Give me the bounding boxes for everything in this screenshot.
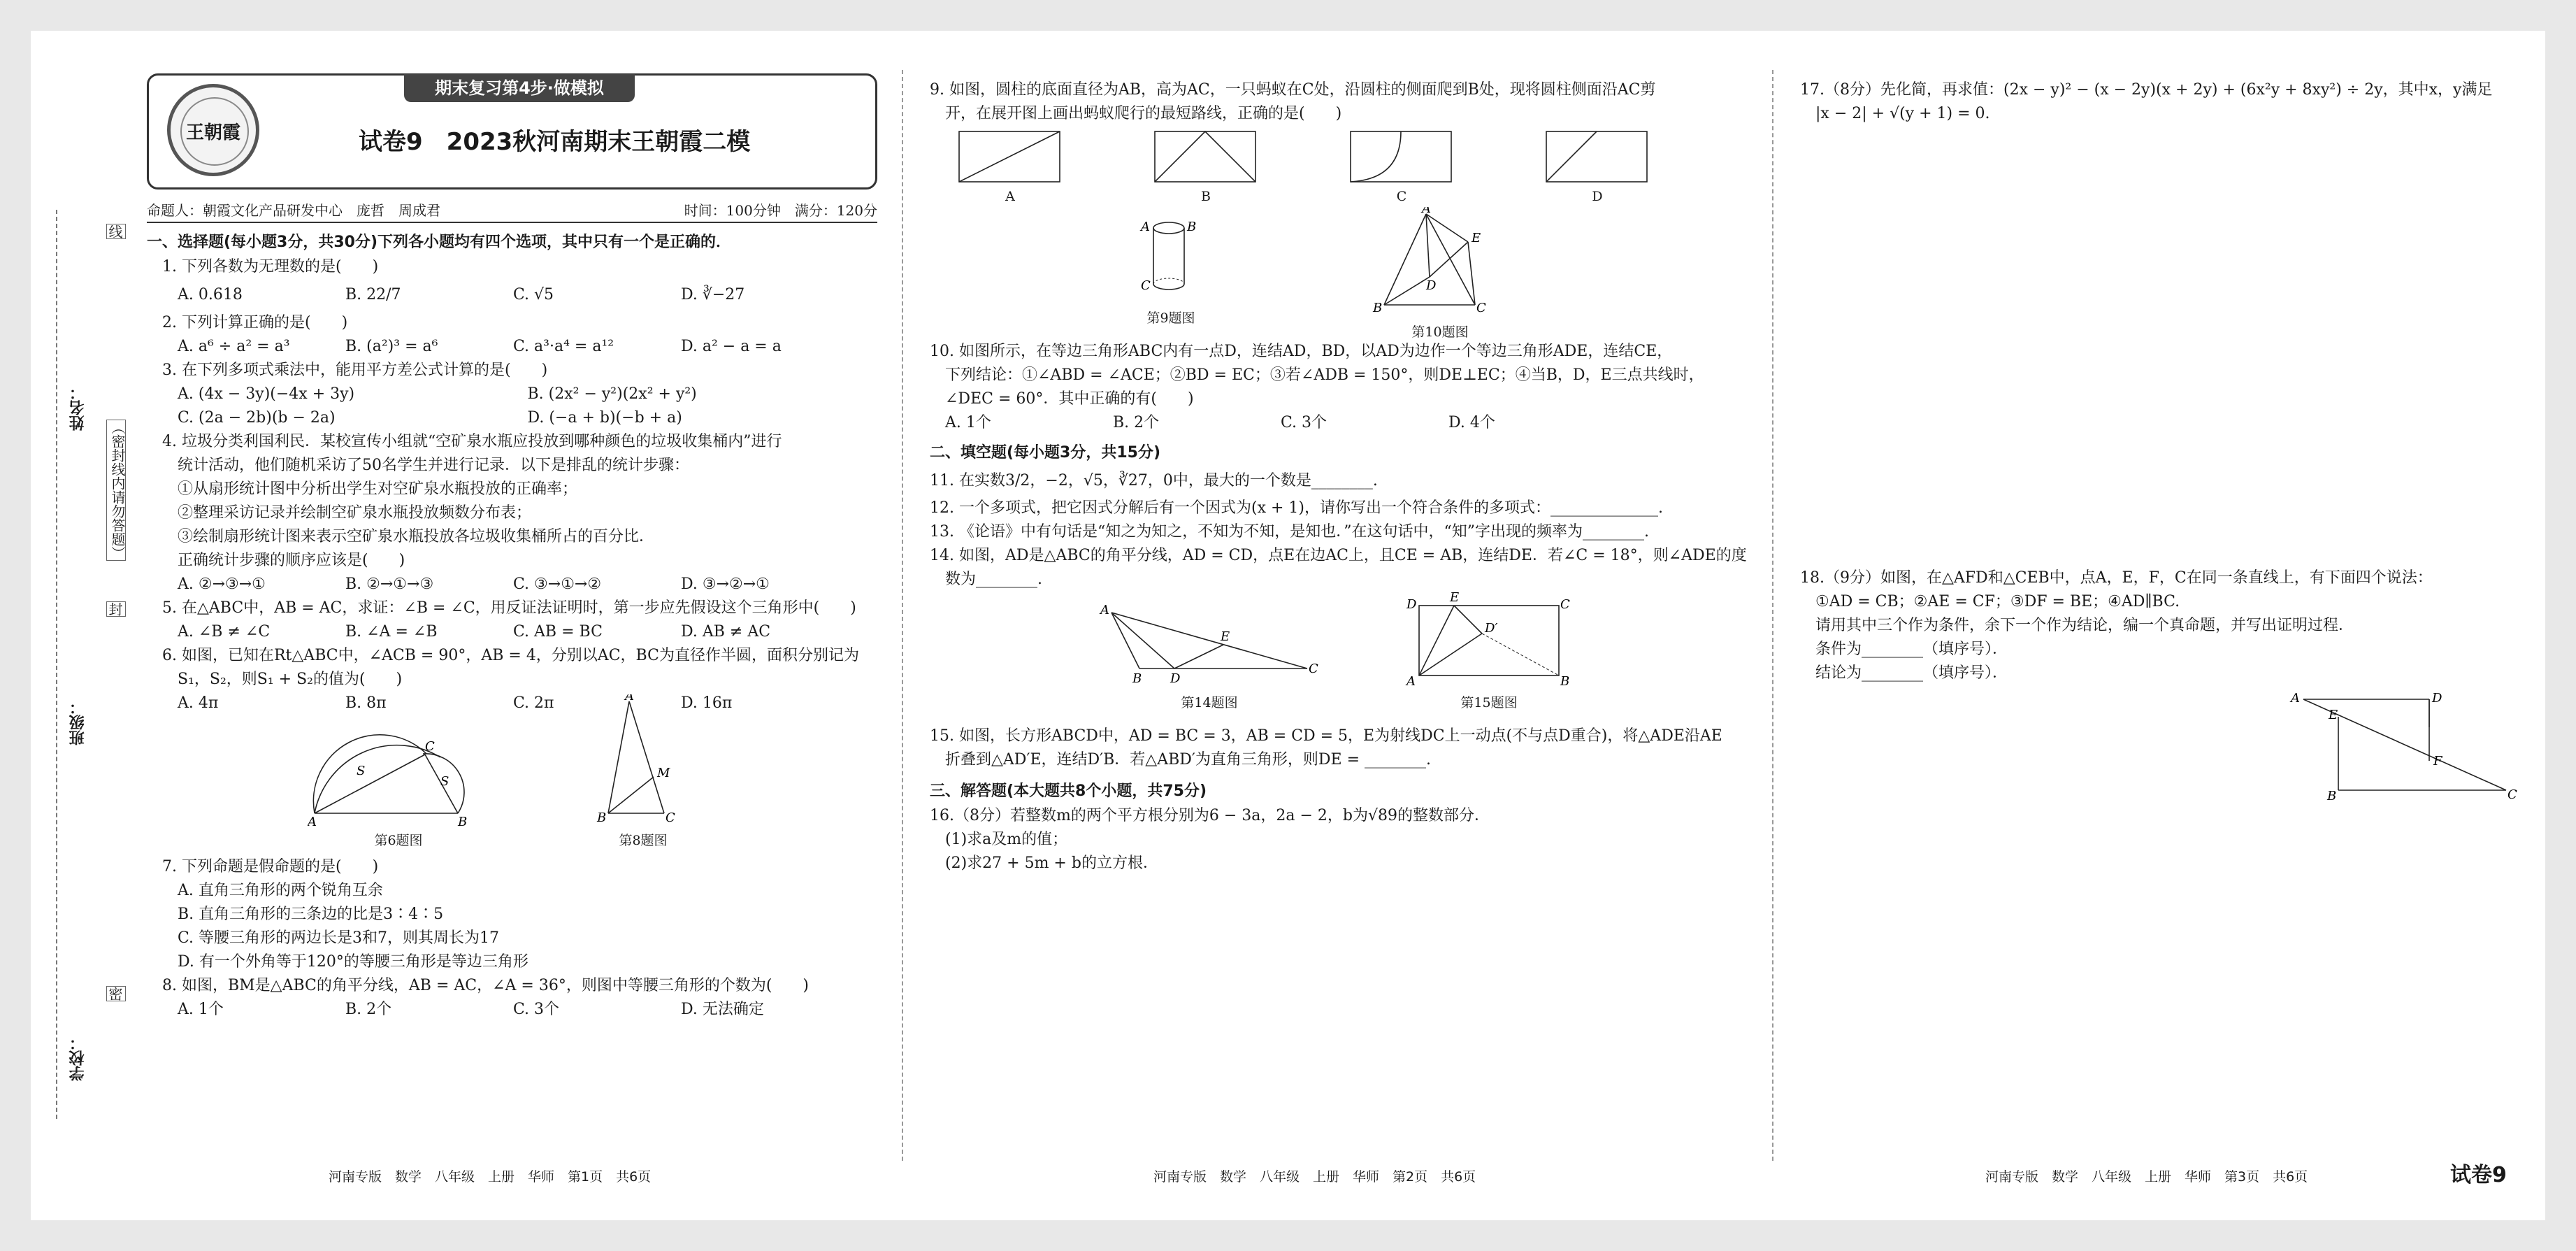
svg-text:C: C xyxy=(2507,787,2517,802)
figure-6 xyxy=(308,715,489,849)
figure-8-caption: 第8题图 xyxy=(619,833,668,848)
svg-text:B: B xyxy=(458,815,468,827)
svg-text:A: A xyxy=(308,815,317,827)
svg-text:C: C xyxy=(665,810,675,825)
figure-15-caption: 第15题图 xyxy=(1460,695,1518,710)
figure-14-drawing xyxy=(1098,599,1321,689)
figure-10-drawing xyxy=(1370,207,1510,319)
page-2-footer: 河南专版 数学 八年级 上册 华师 第2页 共6页 xyxy=(1153,1169,1476,1185)
svg-text:C: C xyxy=(1560,597,1570,612)
svg-text:A: A xyxy=(625,694,634,703)
brand-logo: 王朝霞 xyxy=(167,84,259,176)
figure-14-caption: 第14题图 xyxy=(1181,695,1238,710)
school-field-label: 学校： xyxy=(69,1035,87,1081)
q13: 13. 《论语》中有句话是“知之为知之，不知为不知，是知也．”在这句话中，“知”字出现的频率为________. xyxy=(930,523,1649,541)
section-1-title: 一、选择题(每小题3分，共30分)下列各小题均有四个选项，其中只有一个是正确的． xyxy=(147,234,732,251)
cylinder-drawing xyxy=(1139,214,1202,305)
q9-option-figures xyxy=(930,130,1748,207)
q7-stem: 7. 下列命题是假命题的是( ) xyxy=(162,858,379,875)
seal-mark-line: 线 xyxy=(106,224,126,239)
q10-line-2: 下列结论：①∠ABD = ∠ACE；②BD = EC；③若∠ADB = 150°，则DE⊥EC；④当B，D，E三点共线时， xyxy=(945,366,1704,384)
section-2-title: 二、填空题(每小题3分，共15分) xyxy=(930,444,1161,462)
column-divider-1 xyxy=(902,70,903,1161)
figure-14 xyxy=(1098,599,1321,711)
name-field-label: 姓名： xyxy=(69,385,87,431)
q7-option-c: C. 等腰三角形的两边长是3和7，则其周长为17 xyxy=(178,929,500,947)
q7-option-d: D. 有一个外角等于120°的等腰三角形是等边三角形 xyxy=(178,953,528,971)
figures-9-10 xyxy=(930,207,1748,340)
svg-text:D: D xyxy=(1406,597,1417,612)
svg-text:A: A xyxy=(2291,691,2300,706)
svg-text:E: E xyxy=(1221,629,1230,644)
figure-6-caption: 第6题图 xyxy=(374,833,423,848)
q4-options: A. ②→③→① B. ②→①→③ C. ③→①→② D. ③→②→① xyxy=(178,576,770,593)
q4-line-1: 4. 垃圾分类利国利民．某校宣传小组就“空矿泉水瓶应投放到哪种颜色的垃圾收集桶内”进行 xyxy=(162,433,782,450)
figure-10 xyxy=(1370,207,1510,341)
header-box xyxy=(147,73,877,190)
q9-option-d-figure: D xyxy=(1545,130,1650,204)
q4-line-3: ①从扇形统计图中分析出学生对空矿泉水瓶投放的正确率； xyxy=(178,480,578,498)
figure-15-drawing xyxy=(1405,592,1573,689)
q17-answer-space xyxy=(1800,126,2534,566)
svg-text:S: S xyxy=(357,764,366,778)
q11: 11. 在实数3/2，−2，√5，∛27，0中，最大的一个数是________. xyxy=(930,472,1378,489)
figure-10-caption: 第10题图 xyxy=(1411,324,1469,340)
svg-text:A: A xyxy=(1141,220,1150,234)
svg-text:D: D xyxy=(1426,278,1437,293)
q16-part-2: (2)求27 + 5m + b的立方根． xyxy=(945,855,1158,872)
paper-title: 试卷9 2023秋河南期末王朝霞二模 xyxy=(359,128,751,156)
svg-text:C: C xyxy=(1309,662,1318,676)
page-1-footer: 河南专版 数学 八年级 上册 华师 第1页 共6页 xyxy=(329,1169,652,1185)
q9-option-a-figure: A xyxy=(958,130,1063,204)
class-field-label: 班级： xyxy=(69,699,87,745)
svg-text:A: A xyxy=(1100,603,1109,617)
q7-option-a: A. 直角三角形的两个锐角互余 xyxy=(178,882,383,899)
svg-text:A: A xyxy=(1422,207,1431,216)
figure-9 xyxy=(1139,214,1202,327)
q4-line-6: 正确统计步骤的顺序应该是( ) xyxy=(178,552,405,569)
svg-text:C: C xyxy=(1141,278,1151,293)
svg-text:A: A xyxy=(1406,674,1416,689)
q18-line-5: 结论为________（填序号）． xyxy=(1815,664,2008,682)
svg-text:C: C xyxy=(425,739,435,754)
svg-text:B: B xyxy=(1132,671,1142,686)
seal-note: （密封线内请勿答题） xyxy=(106,420,126,561)
time-score: 时间：100分钟 满分：120分 xyxy=(684,202,877,219)
page-3-footer: 河南专版 数学 八年级 上册 华师 第3页 共6页 xyxy=(1985,1169,2308,1185)
q3-options-row1: A. (4x − 3y)(−4x + 3y) B. (2x² − y²)(2x² + y²) xyxy=(178,385,697,403)
q1-option-b: B. 22/7 xyxy=(345,286,401,303)
q6-line-1: 6. 如图，已知在Rt△ABC中，∠ACB = 90°，AB = 4，分别以AC，BC为直径作半圆，面积分别记为 xyxy=(162,647,859,664)
q6-options: A. 4π B. 8π C. 2π D. 16π xyxy=(178,694,733,712)
svg-text:M: M xyxy=(657,766,670,780)
column-divider-2 xyxy=(1772,70,1773,1161)
q6-line-2: S₁，S₂，则S₁ + S₂的值为( ) xyxy=(178,671,403,688)
svg-text:B: B xyxy=(597,810,607,825)
q15-line-1: 15. 如图，长方形ABCD中，AD = BC = 3，AB = CD = 5，E为射线DC上一动点(不与点D重合)，将△ADE沿AE xyxy=(930,727,1722,745)
section-3-title: 三、解答题(本大题共8个小题，共75分) xyxy=(930,782,1207,800)
q10-line-1: 10. 如图所示，在等边三角形ABC内有一点D，连结AD，BD，以AD为边作一个等边三角形ADE，连结CE， xyxy=(930,343,1673,360)
figure-9-caption: 第9题图 xyxy=(1146,310,1195,326)
page-2 xyxy=(930,78,1748,875)
q2-options: A. a⁶ ÷ a² = a³ B. (a²)³ = a⁶ C. a³·a⁴ = a¹² D. a² − a = a xyxy=(178,338,782,355)
q8-stem: 8. 如图，BM是△ABC的角平分线，AB = AC，∠A = 36°，则图中等腰三角形的个数为( ) xyxy=(162,977,809,994)
q9-line-1: 9. 如图，圆柱的底面直径为AB，高为AC，一只蚂蚁在C处，沿圆柱的侧面爬到B处，现将圆柱侧面沿AC剪 xyxy=(930,81,1656,99)
figures-14-15 xyxy=(930,592,1748,724)
figure-8 xyxy=(594,694,692,849)
q5-options: A. ∠B ≠ ∠C B. ∠A = ∠B C. AB = BC D. AB ≠ AC xyxy=(178,623,771,641)
q18-line-1: 18.（9分）如图，在△AFD和△CEB中，点A，E，F，C在同一条直线上，有下面四个说法： xyxy=(1800,569,2433,587)
figure-8-drawing xyxy=(594,694,692,827)
q4-line-5: ③绘制扇形统计图来表示空矿泉水瓶投放各垃圾收集桶所占的百分比． xyxy=(178,528,655,545)
svg-text:B: B xyxy=(1187,220,1197,234)
q1-options: A. 0.618 B. 22/7 C. √5 D. ∛−27 xyxy=(147,279,877,311)
svg-text:B: B xyxy=(1560,674,1570,689)
svg-text:E: E xyxy=(1450,592,1460,605)
seal-line xyxy=(56,210,57,1119)
review-step-tag: 期末复习第4步·做模拟 xyxy=(404,74,635,102)
svg-text:C: C xyxy=(1476,301,1486,315)
q12: 12. 一个多项式，把它因式分解后有一个因式为(x + 1)，请你写出一个符合条件的多项式：______________. xyxy=(930,499,1663,517)
q8-options: A. 1个 B. 2个 C. 3个 D. 无法确定 xyxy=(178,1001,764,1018)
q18-line-2: ①AD = CB；②AE = CF；③DF = BE；④AD∥BC. xyxy=(1815,593,2180,610)
svg-text:S: S xyxy=(440,774,449,789)
q16-line-1: 16.（8分）若整数m的两个平方根分别为6 − 3a，2a − 2，b为√89的整数部分． xyxy=(930,807,1490,824)
q3-options-row2: C. (2a − 2b)(b − 2a) D. (−a + b)(−b + a) xyxy=(178,409,682,427)
q14-line-1: 14. 如图，AD是△ABC的角平分线，AD = CD，点E在边AC上，且CE = AB，连结DE．若∠C = 18°，则∠ADE的度 xyxy=(930,547,1747,564)
q4-line-4: ②整理采访记录并绘制空矿泉水瓶投放频数分布表； xyxy=(178,504,532,522)
q18-line-4: 条件为________（填序号）． xyxy=(1815,641,2008,658)
q4-line-2: 统计活动，他们随机采访了50名学生并进行记录．以下是排乱的统计步骤： xyxy=(178,457,689,474)
svg-text:E: E xyxy=(2329,708,2338,722)
q10-options: A. 1个 B. 2个 C. 3个 D. 4个 xyxy=(945,414,1495,431)
q10-line-3: ∠DEC = 60°．其中正确的有( ) xyxy=(945,390,1194,408)
q2-stem: 2. 下列计算正确的是( ) xyxy=(162,314,348,331)
q17-line-1: 17.（8分）先化简，再求值：(2x − y)² − (x − 2y)(x + 2y) + (6x²y + 8xy²) ÷ 2y，其中x，y满足 xyxy=(1800,81,2493,99)
q1-stem: 1. 下列各数为无理数的是( ) xyxy=(162,258,379,276)
svg-text:B: B xyxy=(2327,789,2337,803)
seal-mark-mi: 密 xyxy=(106,986,126,1001)
seal-mark-feng: 封 xyxy=(106,601,126,617)
q5-stem: 5. 在△ABC中，AB = AC，求证：∠B = ∠C，用反证法证明时，第一步应先假设这个三角形中( ) xyxy=(162,599,856,617)
svg-text:D: D xyxy=(1170,671,1181,686)
figure-15 xyxy=(1405,592,1573,711)
svg-text:B: B xyxy=(1373,301,1383,315)
q9-option-c-figure: C xyxy=(1349,130,1454,204)
page-1 xyxy=(147,73,877,1022)
svg-text:D: D xyxy=(2432,691,2442,706)
q3-stem: 3. 在下列多项式乘法中，能用平方差公式计算的是( ) xyxy=(162,362,548,379)
paper-meta xyxy=(147,199,877,223)
page-3 xyxy=(1800,78,2534,825)
q16-part-1: (1)求a及m的值； xyxy=(945,831,1068,848)
svg-text:F: F xyxy=(2433,754,2442,769)
q9-option-b-figure: B xyxy=(1153,130,1258,204)
figure-6-drawing xyxy=(308,715,489,827)
q14-line-2: 数为________. xyxy=(945,571,1042,588)
svg-text:E: E xyxy=(1472,231,1481,245)
figure-18-drawing xyxy=(2289,685,2520,804)
svg-text:D′: D′ xyxy=(1485,621,1498,636)
authors: 命题人：朝霞文化产品研发中心 庞哲 周成君 xyxy=(147,202,440,219)
q9-line-2: 开，在展开图上画出蚂蚁爬行的最短路线，正确的是( ) xyxy=(945,105,1342,122)
paper-number: 试卷9 xyxy=(2450,1163,2507,1187)
q18-line-3: 请用其中三个作为条件，余下一个作为结论，编一个真命题，并写出证明过程． xyxy=(1815,617,2354,634)
q7-option-b: B. 直角三角形的三条边的比是3∶4∶5 xyxy=(178,906,444,923)
figure-18 xyxy=(1800,685,2534,825)
q17-line-2: |x − 2| + √(y + 1) = 0. xyxy=(1815,105,1990,122)
q15-line-2: 折叠到△AD′E，连结D′B．若△ABD′为直角三角形，则DE = ________. xyxy=(945,751,1432,769)
